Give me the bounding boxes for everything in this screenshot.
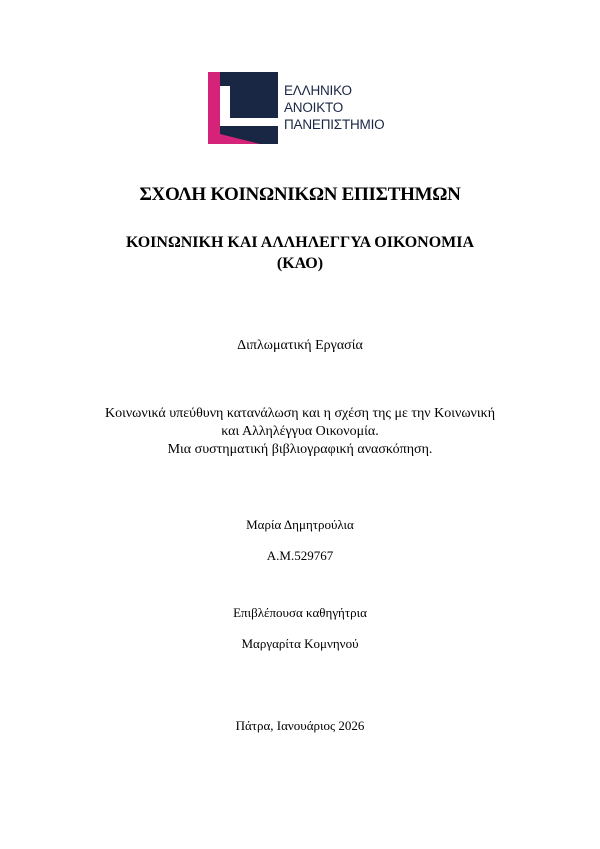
- university-logo: [208, 72, 398, 144]
- logo-line-1: ΕΛΛΗΝΙΚΟ: [284, 83, 352, 98]
- supervisor-label: Επιβλέπουσα καθηγήτρια: [233, 605, 367, 620]
- program-line-1: ΚΟΙΝΩΝΙΚΗ ΚΑΙ ΑΛΛΗΛΕΓΓΥΑ ΟΙΚΟΝΟΜΙΑ: [125, 234, 475, 251]
- document-type: Διπλωματική Εργασία: [237, 338, 363, 353]
- eap-logo-icon: [208, 72, 278, 144]
- place-date: Πάτρα, Ιανουάριος 2026: [235, 718, 365, 733]
- thesis-title: [0, 405, 600, 459]
- school-heading: ΣΧΟΛΗ ΚΟΙΝΩΝΙΚΩΝ ΕΠΙΣΤΗΜΩΝ: [139, 184, 461, 205]
- logo-line-2: ΑΝΟΙΚΤΟ: [284, 100, 344, 115]
- program-line-2: (ΚΑΟ): [276, 255, 324, 272]
- logo-text: [284, 82, 384, 133]
- author-name: Μαρία Δημητρούλια: [246, 517, 354, 532]
- supervisor-name: Μαργαρίτα Κομνηνού: [241, 636, 359, 651]
- thesis-title-line-1: Κοινωνικά υπεύθυνη κατανάλωση και η σχέση της με την Κοινωνική: [104, 406, 496, 421]
- thesis-title-line-2: και Αλληλέγγυα Οικονομία.: [221, 424, 379, 439]
- program-heading: [0, 232, 600, 274]
- thesis-title-line-3: Μια συστηματική βιβλιογραφική ανασκόπηση.: [167, 442, 433, 457]
- registration-number: Α.Μ.529767: [266, 548, 334, 563]
- logo-line-3: ΠΑΝΕΠΙΣΤΗΜΙΟ: [284, 117, 385, 132]
